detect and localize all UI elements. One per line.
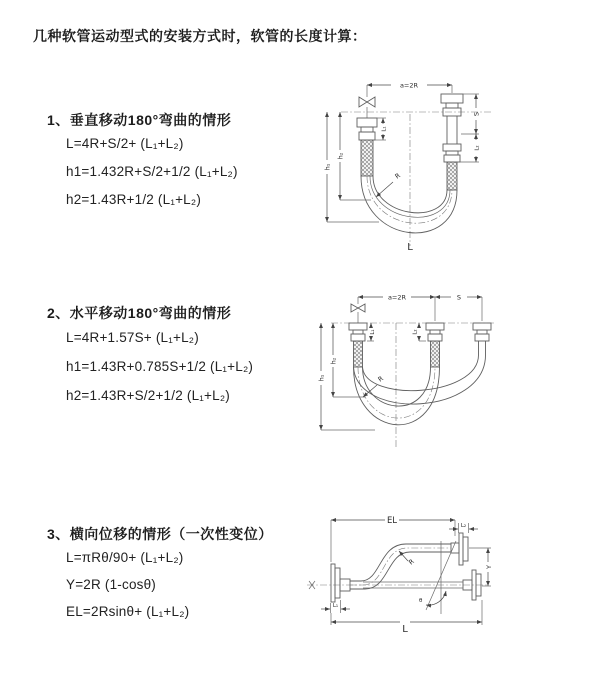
dim-top-span: [367, 82, 452, 94]
dim-label-top-span: a=2R: [387, 293, 407, 302]
dim-fitting-left: [321, 600, 350, 613]
page-title: 几种软管运动型式的安装方式时，软管的长度计算：: [33, 28, 367, 44]
formula-line: h1=1.432R+S/2+1/2 (L₁+L₂): [66, 164, 238, 179]
hose-curves: [350, 544, 463, 589]
dim-label-l2: L₂: [412, 329, 419, 335]
formula-line: h1=1.43R+0.785S+1/2 (L₁+L₂): [66, 359, 254, 374]
dim-label-theta: θ: [419, 598, 423, 604]
dim-label-l1: L₁: [332, 603, 339, 609]
dim-fitting-right: [459, 134, 481, 162]
valve-icon: [359, 85, 375, 118]
displaced-pipe-assembly: [473, 323, 491, 355]
dim-label-r: R: [393, 171, 402, 181]
valve-icon: [351, 297, 365, 323]
formula-line: EL=2Rsinθ+ (L₁+L₂): [66, 604, 190, 619]
diagram-horizontal-180-bend: [313, 287, 498, 455]
dim-label-l1: L₁: [381, 126, 388, 132]
dim-label-r: R: [376, 374, 385, 384]
dim-label-h2: h₂: [336, 152, 345, 160]
dim-top-span: [331, 516, 455, 562]
right-pipe-assembly: [441, 94, 463, 190]
upper-flange: [451, 533, 468, 565]
dim-label-l2: L₂: [474, 145, 481, 151]
section-2-heading: 2、水平移动180°弯曲的情形: [47, 305, 232, 321]
formula-line: L=4R+1.57S+ (L₁+L₂): [66, 330, 199, 345]
dim-label-h1: h₁: [323, 163, 332, 171]
radius-leader: [399, 551, 416, 567]
dim-label-top-span: a=2R: [399, 81, 419, 90]
dim-fitting-left: [367, 323, 376, 341]
middle-pipe-assembly: [426, 323, 444, 367]
dim-label-length: L: [407, 242, 413, 253]
diagram-lateral-displacement: [305, 508, 500, 638]
dim-label-s: S: [472, 111, 481, 117]
section-1-heading: 1、垂直移动180°弯曲的情形: [47, 112, 232, 128]
left-flange: [331, 564, 350, 602]
formula-line: L=4R+S/2+ (L₁+L₂): [66, 136, 184, 151]
radius-leader: [376, 171, 402, 197]
formula-line: h2=1.43R+S/2+1/2 (L₁+L₂): [66, 388, 230, 403]
dim-stroke: [461, 94, 481, 134]
formula-line: L=πRθ/90+ (L₁+L₂): [66, 550, 184, 565]
dim-fitting-right: [449, 523, 478, 533]
dim-label-length: L: [402, 624, 408, 635]
hose-curves: [361, 176, 457, 233]
dim-label-r: R: [407, 557, 416, 567]
dim-label-h1: h₁: [317, 374, 326, 382]
dim-label-h2: h₂: [329, 357, 338, 365]
diagram-vertical-180-bend: [313, 72, 503, 254]
hose-curves: [354, 355, 486, 425]
dim-label-l1: L₁: [370, 329, 376, 335]
dim-length: [331, 600, 482, 635]
left-pipe-assembly: [357, 118, 377, 176]
dim-label-y: Y: [485, 565, 493, 569]
section-3-heading: 3、横向位移的情形（一次性变位）: [47, 526, 273, 542]
formula-line: Y=2R (1-cosθ): [66, 577, 157, 592]
dim-top-span: [358, 294, 435, 302]
dim-stroke: [435, 294, 482, 322]
left-pipe-assembly: [349, 323, 367, 367]
dim-label-el: EL: [386, 516, 398, 526]
dim-label-s: S: [456, 293, 462, 302]
dim-label-l2: L₂: [460, 523, 467, 529]
dim-fitting-mid: [413, 323, 427, 341]
formula-line: h2=1.43R+1/2 (L₁+L₂): [66, 192, 202, 207]
